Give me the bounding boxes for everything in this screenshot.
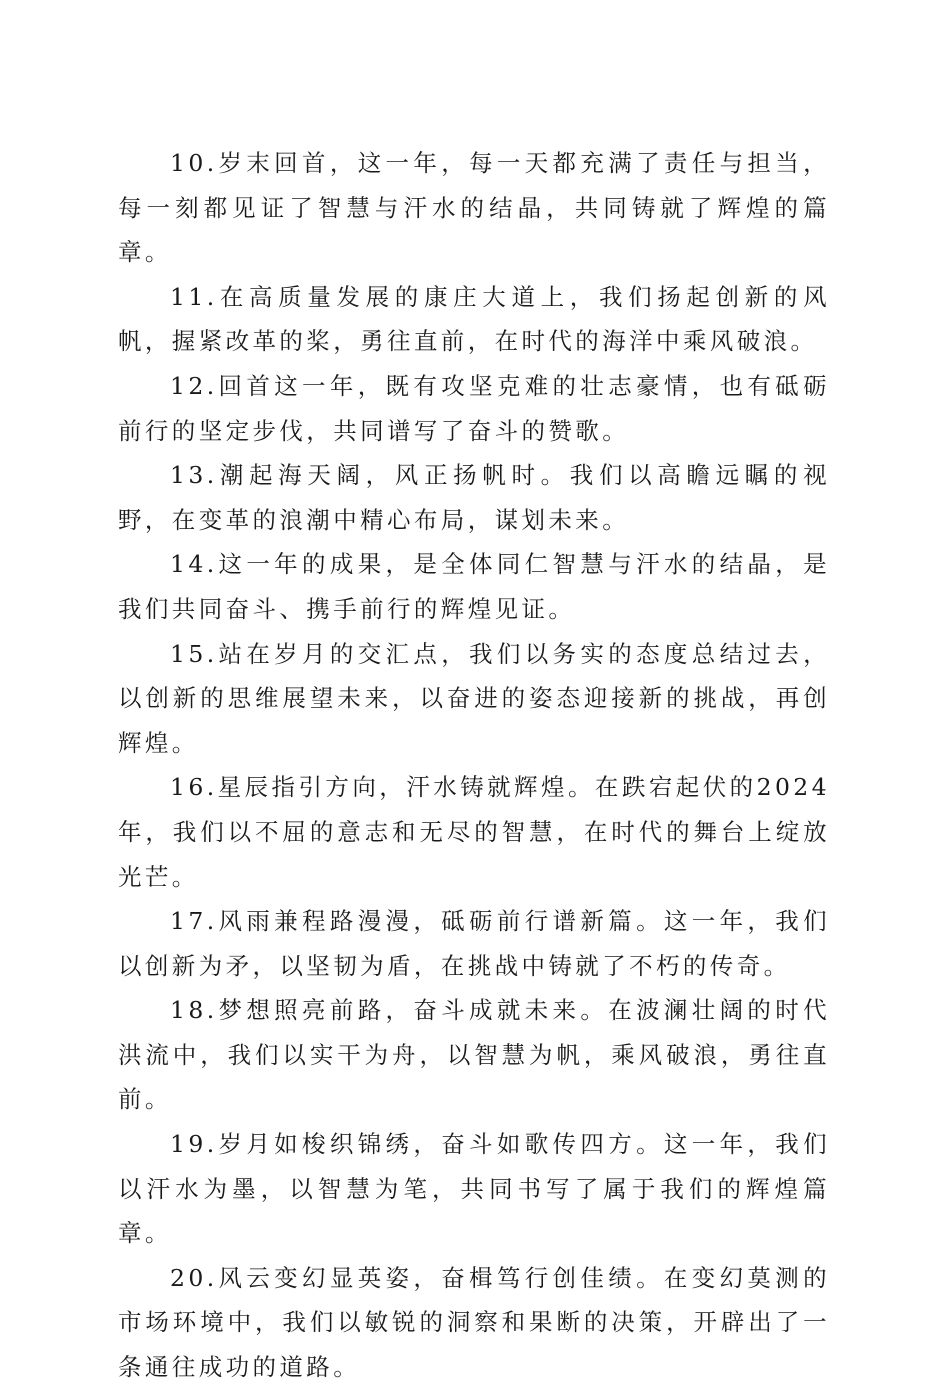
paragraph-17: 17.风雨兼程路漫漫，砥砺前行谱新篇。这一年，我们以创新为矛，以坚韧为盾，在挑战中铸就了不朽的传奇。 — [118, 907, 830, 980]
document-body — [118, 141, 830, 1390]
paragraph-16: 16.星辰指引方向，汗水铸就辉煌。在跌宕起伏的2024年，我们以不屈的意志和无尽的智慧，在时代的舞台上绽放光芒。 — [118, 773, 830, 891]
paragraph-11: 11.在高质量发展的康庄大道上，我们扬起创新的风帆，握紧改革的桨，勇往直前，在时代的海洋中乘风破浪。 — [118, 282, 830, 356]
paragraph-15: 15.站在岁月的交汇点，我们以务实的态度总结过去，以创新的思维展望未来，以奋进的姿态迎接新的挑战，再创辉煌。 — [118, 639, 830, 757]
paragraph-20: 20.风云变幻显英姿，奋楫笃行创佳绩。在变幻莫测的市场环境中，我们以敏锐的洞察和果断的决策，开辟出了一条通往成功的道路。 — [118, 1263, 830, 1382]
paragraph-13: 13.潮起海天阔，风正扬帆时。我们以高瞻远瞩的视野，在变革的浪潮中精心布局，谋划未来。 — [118, 461, 830, 534]
paragraph-18: 18.梦想照亮前路，奋斗成就未来。在波澜壮阔的时代洪流中，我们以实干为舟，以智慧为帆，乘风破浪，勇往直前。 — [118, 996, 830, 1114]
paragraph-14: 14.这一年的成果，是全体同仁智慧与汗水的结晶，是我们共同奋斗、携手前行的辉煌见证。 — [118, 550, 830, 623]
paragraph-10: 10.岁末回首，这一年，每一天都充满了责任与担当，每一刻都见证了智慧与汗水的结晶，共同铸就了辉煌的篇章。 — [118, 149, 830, 267]
paragraph-19: 19.岁月如梭织锦绣，奋斗如歌传四方。这一年，我们以汗水为墨，以智慧为笔，共同书写了属于我们的辉煌篇章。 — [118, 1130, 830, 1248]
paragraph-12: 12.回首这一年，既有攻坚克难的壮志豪情，也有砥砺前行的坚定步伐，共同谱写了奋斗的赞歌。 — [118, 371, 830, 445]
